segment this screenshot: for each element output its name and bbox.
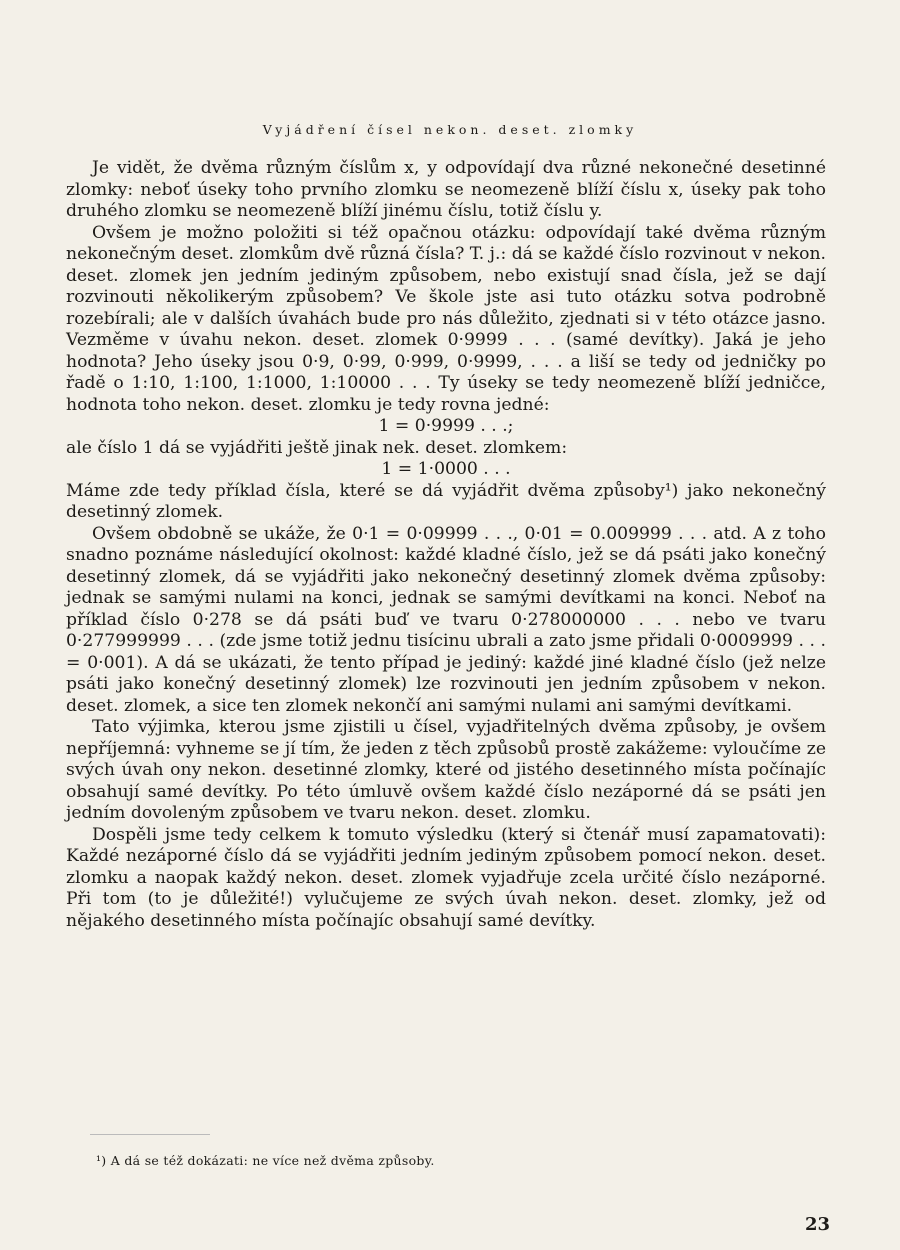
running-head: Vyjádření čísel nekon. deset. zlomky (262, 122, 638, 137)
paragraph: Dospěli jsme tedy celkem k tomuto výsledku (který si čtenář musí zapamatovati): Každé nezáporné číslo dá se vyjádřiti jedním jediným způsobem pomocí nekon. deset. zlomku a naopak každý nekon. deset. zlomek vyjadřuje zcela určité číslo nezáporné. Při tom (to je důležité!) vylučujeme ze svých úvah nekon. deset. zlomky, jež od nějakého desetinného místa počínajíc obsahují samé devítky. (66, 824, 826, 931)
paragraph: ale číslo 1 dá se vyjádřiti ještě jinak nek. deset. zlomkem: (66, 437, 568, 458)
paragraph: Tato výjimka, kterou jsme zjistili u čísel, vyjadřitelných dvěma způsoby, je ovšem nepříjemná: vyhneme se jí tím, že jeden z těch způsobů prostě zakážeme: vyloučíme ze svých úvah ony nekon. desetinné zlomky, které od jistého desetinného místa počínajíc obsahují samé devítky. Po této úmluvě ovšem každé číslo nezáporné dá se psáti jen jedním dovoleným způsobem ve tvaru nekon. deset. zlomku. (66, 717, 826, 823)
paragraph: Máme zde tedy příklad čísla, které se dá vyjádřit dvěma způsoby¹) jako nekonečný desetinný zlomek. (66, 480, 826, 522)
equation: 1 = 1·0000 . . . (381, 459, 511, 479)
paragraph: Ovšem je možno položiti si též opačnou otázku: odpovídají také dvěma různým nekonečným deset. zlomkům dvě různá čísla? T. j.: dá se každé číslo rozvinout v nekon. deset. zlomek jen jedním jediným způsobem, nebo existují snad čísla, jež se dají rozvinouti několikerým způsobem? Ve škole jste asi tuto otázku sotva podrobně rozebírali; ale v dalších úvahách bude pro nás důležito, zjednati si v této otázce jasno. Vezměme v úvahu nekon. deset. zlomek 0·9999 . . . (samé devítky). Jaká je jeho hodnota? Jeho úseky jsou 0·9, 0·99, 0·999, 0·9999, . . . a liší se tedy od jedničky po řadě o 1:10, 1:100, 1:1000, 1:10000 . . . Ty úseky se tedy neomezeně blíží jedničce, hodnota toho nekon. deset. zlomku je tedy rovna jedné: (66, 222, 826, 415)
page-number: 23 (804, 1214, 830, 1235)
paragraph: Ovšem obdobně se ukáže, že 0·1 = 0·09999 . . ., 0·01 = 0.009999 . . . atd. A z toho snadno poznáme následující okolnost: každé kladné číslo, jež se dá psáti jako konečný desetinný zlomek, dá se vyjádřiti jako nekonečný desetinný zlomek dvěma způsoby: jednak se samými nulami na konci, jednak se samými devítkami na konci. Neboť na příklad číslo 0·278 se dá psáti buď ve tvaru 0·278000000 . . . nebo ve tvaru 0·277999999 . . . (zde jsme totiž jednu tisícinu ubrali a zato jsme přidali 0·0009999 . . . = 0·001). A dá se ukázati, že tento případ je jediný: každé jiné kladné číslo (jež nelze psáti jako konečný desetinný zlomek) lze rozvinouti jen jedním způsobem v nekon. deset. zlomek, a sice ten zlomek nekončí ani samými nulami ani samými devítkami. (66, 523, 826, 716)
paragraph: Je vidět, že dvěma různým číslům x, y odpovídají dva různé nekonečné desetinné zlomky: neboť úseky toho prvního zlomku se neomezeně blíží číslu x, úseky pak toho druhého zlomku se neomezeně blíží jinému číslu, totiž číslu y. (66, 158, 826, 221)
body-text (66, 158, 826, 932)
equation: 1 = 0·9999 . . .; (378, 416, 514, 436)
footnote: ¹) A dá se též dokázati: ne více než dvěma způsoby. (96, 1153, 435, 1168)
footnote-rule (90, 1134, 210, 1135)
